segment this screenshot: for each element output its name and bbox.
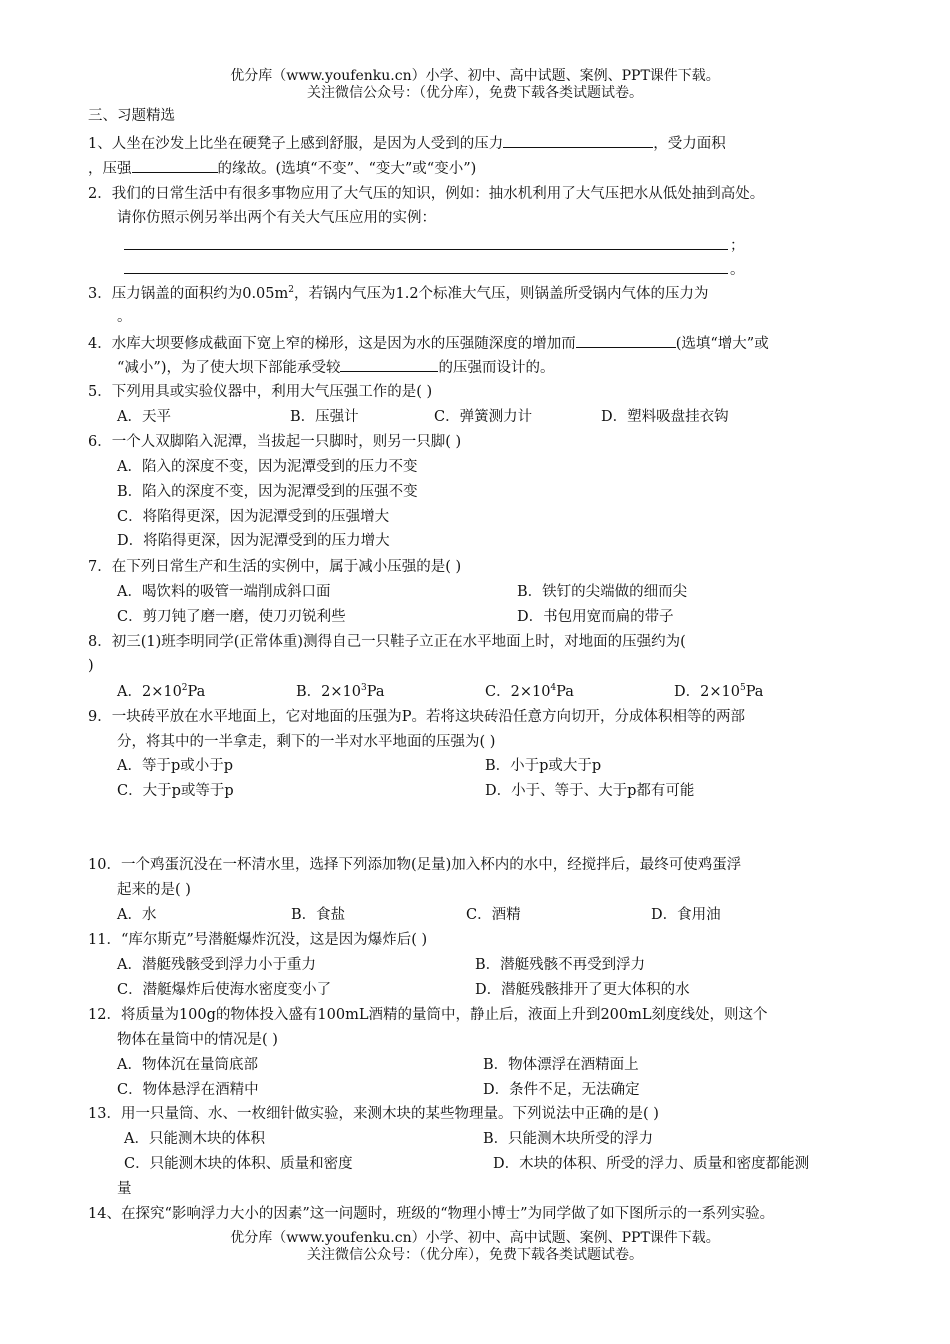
q2-punct-2: 。 (730, 262, 745, 278)
question-3-line-2: 。 (117, 309, 132, 325)
q11-option-c[interactable]: C．潜艇爆炸后使海水密度变小了 (117, 982, 332, 998)
question-1-line-2 (88, 158, 476, 179)
question-2-line-1: 2．我们的日常生活中有很多事物应用了大气压的知识，例如：抽水机利用了大气压把水从低处抽到高处。 (88, 186, 765, 202)
q6-option-b[interactable]: B．陷入的深度不变，因为泥潭受到的压强不变 (117, 484, 418, 500)
q8-c-exp: 4 (550, 683, 557, 694)
q8-a-unit: Pa (187, 684, 206, 700)
question-9-line-2: 分，将其中的一半拿走，剩下的一半对水平地面的压强为( ) (117, 734, 496, 750)
q8-c-unit: Pa (556, 684, 574, 700)
q13-option-c[interactable]: C．只能测木块的体积、质量和密度 (124, 1156, 353, 1172)
q13-option-a[interactable]: A．只能测木块的体积 (124, 1131, 265, 1147)
q8-b-exp: 3 (360, 683, 367, 694)
question-3-line-1 (88, 284, 709, 304)
q12-option-a[interactable]: A．物体沉在量筒底部 (117, 1057, 258, 1073)
question-13-stem: 13．用一只量筒、水、一枚细针做实验，来测木块的某些物理量。下列说法中正确的是( ) (88, 1106, 659, 1122)
question-10-line-2: 起来的是( ) (117, 882, 191, 898)
question-6-stem: 6．一个人双脚陷入泥潭，当拔起一只脚时，则另一只脚( ) (88, 434, 462, 450)
q5-option-d[interactable]: D．塑料吸盘挂衣钩 (601, 409, 729, 425)
question-10-line-1: 10．一个鸡蛋沉没在一杯清水里，选择下列添加物(足量)加入杯内的水中，经搅拌后，最终可使鸡蛋浮 (88, 857, 742, 873)
header-line-1: 优分库（www.youfenku.cn）小学、初中、高中试题、案例、PPT课件下载。 (230, 68, 720, 84)
question-11-stem: 11．“库尔斯克”号潜艇爆炸沉没，这是因为爆炸后( ) (88, 932, 428, 948)
question-8-stem: 8．初三(1)班李明同学(正常体重)测得自己一只鞋子立正在水平地面上时，对地面的压强约为( (88, 634, 686, 650)
q4-text-a: 4．水库大坝要修成截面下宽上窄的梯形，这是因为水的压强随深度的增加而 (88, 336, 576, 352)
question-7-stem: 7．在下列日常生产和生活的实例中，属于减小压强的是( ) (88, 559, 462, 575)
q8-option-a[interactable] (117, 682, 205, 702)
q8-d-exp: 5 (739, 683, 746, 694)
question-2-line-2: 请你仿照示例另举出两个有关大气压应用的实例： (117, 210, 436, 226)
q12-option-b[interactable]: B．物体漂浮在酒精面上 (483, 1057, 639, 1073)
footer-line-2: 关注微信公众号：（优分库），免费下载各类试题试卷。 (307, 1247, 643, 1263)
q10-option-d[interactable]: D．食用油 (651, 907, 721, 923)
q1-text-d: 的缘故。(选填“不变”、“变大”或“变小”) (217, 161, 477, 177)
q1-blank-pressure[interactable] (503, 133, 653, 148)
q8-b-unit: Pa (366, 684, 385, 700)
q1-blank-strength[interactable] (132, 158, 218, 173)
q4-blank-2[interactable] (340, 357, 438, 372)
q13-option-d[interactable]: D．木块的体积、所受的浮力、质量和密度都能测 (493, 1156, 810, 1172)
q8-d-base: D．2×10 (674, 684, 740, 700)
q1-text-c: ，压强 (88, 161, 132, 177)
q6-option-a[interactable]: A．陷入的深度不变，因为泥潭受到的压力不变 (117, 459, 418, 475)
header-line-2: 关注微信公众号：（优分库），免费下载各类试题试卷。 (307, 85, 643, 101)
q7-option-b[interactable]: B．铁钉的尖端做的细而尖 (517, 584, 688, 600)
q7-option-c[interactable]: C．剪刀钝了磨一磨，使刀刃锐利些 (117, 609, 346, 625)
question-4-line-1 (88, 333, 769, 354)
q3-sup: 2 (288, 285, 294, 296)
q10-option-b[interactable]: B．食盐 (291, 907, 346, 923)
page-header (0, 68, 950, 102)
q8-d-unit: Pa (745, 684, 764, 700)
footer-line-1: 优分库（www.youfenku.cn）小学、初中、高中试题、案例、PPT课件下载。 (230, 1230, 720, 1246)
q3-text-b: ，若锅内气压为1.2个标准大气压，则锅盖所受锅内气体的压力为 (294, 286, 709, 302)
q7-option-d[interactable]: D．书包用宽而扁的带子 (517, 609, 674, 625)
q10-option-c[interactable]: C．酒精 (466, 907, 521, 923)
question-5-stem: 5．下列用具或实验仪器中，利用大气压强工作的是( ) (88, 384, 433, 400)
question-8-stem-cont: ) (88, 658, 94, 674)
q8-option-c[interactable] (485, 682, 574, 702)
q9-option-b[interactable]: B．小于p或大于p (485, 758, 602, 774)
q2-answer-line-2[interactable] (124, 273, 728, 274)
q4-blank-1[interactable] (576, 333, 676, 348)
q12-option-d[interactable]: D．条件不足，无法确定 (483, 1082, 640, 1098)
question-12-line-1: 12．将质量为100g的物体投入盛有100mL酒精的量筒中，静止后，液面上升到200mL刻度线处，则这个 (88, 1007, 768, 1023)
q8-option-d[interactable] (674, 682, 763, 702)
q3-text-a: 3．压力锅盖的面积约为0.05m (88, 286, 289, 302)
q8-a-exp: 2 (181, 683, 188, 694)
q11-option-a[interactable]: A．潜艇残骸受到浮力小于重力 (117, 957, 316, 973)
section-title: 三、习题精选 (88, 108, 175, 124)
q4-text-b: (选填“增大”或 (675, 336, 769, 352)
q9-option-d[interactable]: D．小于、等于、大于p都有可能 (485, 783, 695, 799)
question-12-line-2: 物体在量筒中的情况是( ) (117, 1032, 278, 1048)
q13-option-d-cont: 量 (117, 1181, 132, 1197)
q8-a-base: A．2×10 (117, 684, 182, 700)
q6-option-c[interactable]: C．将陷得更深，因为泥潭受到的压强增大 (117, 509, 390, 525)
q13-option-b[interactable]: B．只能测木块所受的浮力 (483, 1131, 654, 1147)
q4-text-c: “减小”)，为了使大坝下部能承受较 (117, 360, 341, 376)
q11-option-d[interactable]: D．潜艇残骸排开了更大体积的水 (475, 982, 690, 998)
q8-b-base: B．2×10 (296, 684, 361, 700)
question-4-line-2 (117, 357, 554, 378)
q8-option-b[interactable] (296, 682, 384, 702)
q1-text-b: ，受力面积 (653, 136, 726, 152)
q5-option-b[interactable]: B．压强计 (290, 409, 359, 425)
question-14-stem: 14、在探究“影响浮力大小的因素”这一问题时，班级的“物理小博士”为同学做了如下图所示的一系列实验。 (88, 1206, 775, 1222)
q11-option-b[interactable]: B．潜艇残骸不再受到浮力 (475, 957, 646, 973)
q2-answer-line-1[interactable] (124, 249, 728, 250)
q1-text-a: 1、人坐在沙发上比坐在硬凳子上感到舒服，是因为人受到的压力 (88, 136, 504, 152)
q9-option-c[interactable]: C．大于p或等于p (117, 783, 234, 799)
page-footer (0, 1230, 950, 1264)
q2-punct-1: ； (730, 238, 745, 254)
q10-option-a[interactable]: A．水 (117, 907, 157, 923)
q5-option-a[interactable]: A．天平 (117, 409, 171, 425)
q9-option-a[interactable]: A．等于p或小于p (117, 758, 234, 774)
q6-option-d[interactable]: D．将陷得更深，因为泥潭受到的压力增大 (117, 533, 390, 549)
q7-option-a[interactable]: A．喝饮料的吸管一端削成斜口面 (117, 584, 331, 600)
question-9-line-1: 9．一块砖平放在水平地面上，它对地面的压强为P。若将这块砖沿任意方向切开，分成体积相等的两部 (88, 709, 745, 725)
q12-option-c[interactable]: C．物体悬浮在酒精中 (117, 1082, 259, 1098)
q4-text-d: 的压强而设计的。 (438, 360, 555, 376)
q5-option-c[interactable]: C．弹簧测力计 (434, 409, 533, 425)
q8-c-base: C．2×10 (485, 684, 551, 700)
question-1-line-1 (88, 133, 726, 154)
